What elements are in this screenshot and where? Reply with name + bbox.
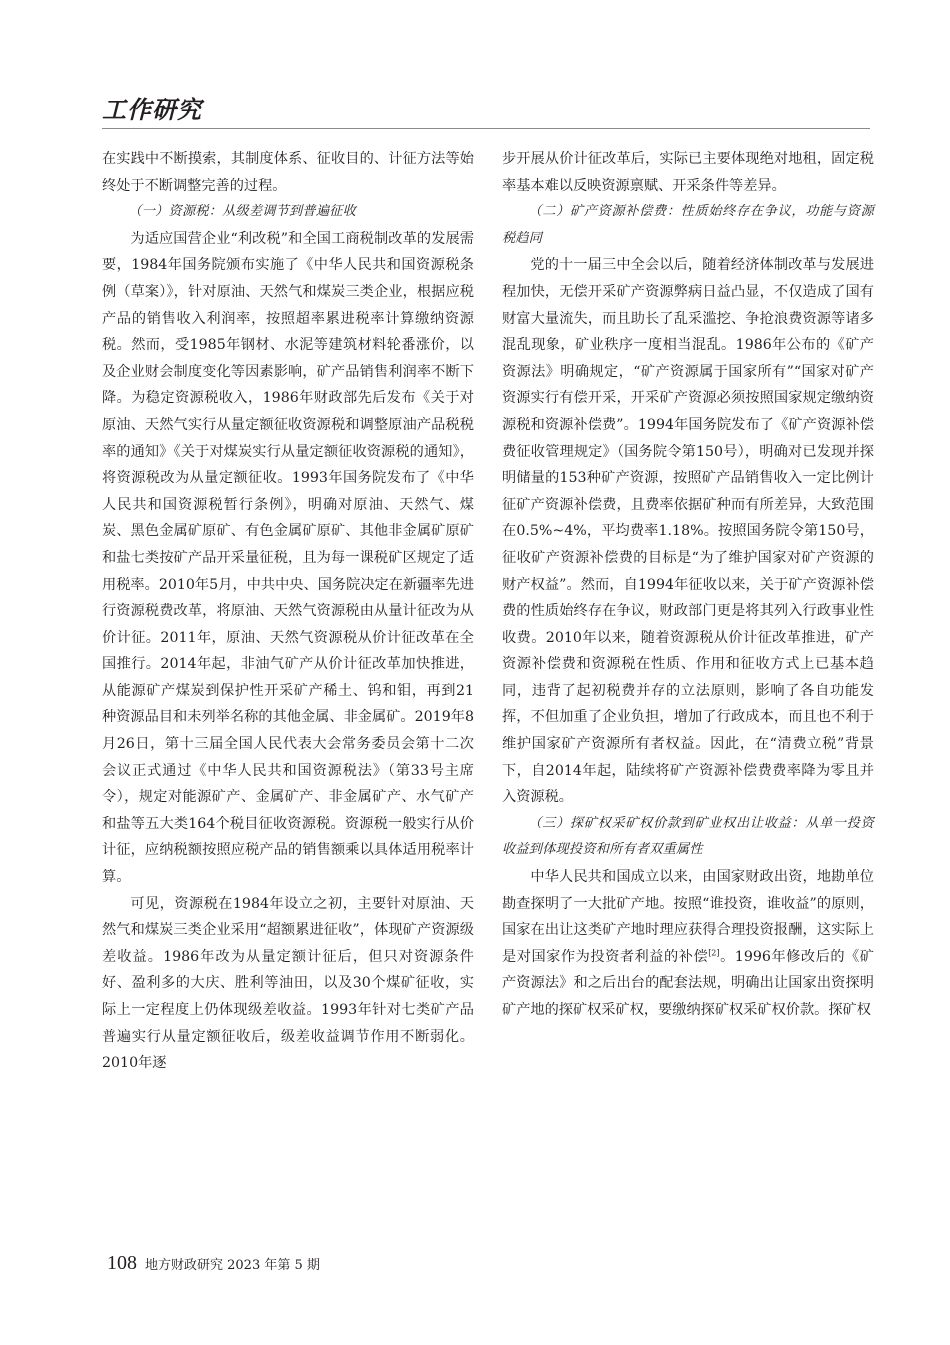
page-number: 108	[107, 1252, 137, 1274]
right-column	[502, 146, 874, 1024]
paragraph	[502, 864, 874, 1024]
paragraph-text: 。1996年修改后的《矿产资源法》和之后出台的配套法规，明确出让国家出资探明矿产地的探矿权采矿权，要缴纳探矿权采矿权价款。探矿权	[502, 948, 874, 1018]
journal-issue: 地方财政研究 2023 年第 5 期	[145, 1258, 320, 1273]
subsection-heading-1: （一）资源税：从级差调节到普遍征收	[128, 204, 356, 220]
header-divider	[102, 128, 870, 129]
paragraph: 为适应国营企业“利改税”和全国工商税制改革的发展需要，1984年国务院颁布实施了《中华人民共和国资源税条例（草案）》，针对原油、天然气和煤炭三类企业，根据应税产品的销售收入利润率，按照超率累进税率计算缴纳资源税。然而，受1985年钢材、水泥等建筑材料轮番涨价，以及企业财会制度变化等因素影响，矿产品销售利润率不断下降。为稳定资源税收入，1986年财政部先后发布《关于对原油、天然气实行从量定额征收资源税和调整原油产品税税率的通知》《关于对煤炭实行从量定额征收资源税的通知》，将资源税改为从量定额征收。1993年国务院发布了《中华人民共和国资源税暂行条例》，明确对原油、天然气、煤炭、黑色金属矿原矿、有色金属矿原矿、其他非金属矿原矿和盐七类按矿产品开采量征税，且为每一课税矿区规定了适用税率。2010年5月，中共中央、国务院决定在新疆率先进行资源税费改革，将原油、天然气资源税由从量计征改为从价计征。2011年，原油、天然气资源税从价计征改革在全国推行。2014年起，非油气矿产从价计征改革加快推进，从能源矿产煤炭到保护性开采矿产稀土、钨和钼，再到21种资源品目和未列举名称的其他金属、非金属矿。2019年8月26日，第十三届全国人民代表大会常务委员会第十二次会议正式通过《中华人民共和国资源税法》（第33号主席令），规定对能源矿产、金属矿产、非金属矿产、水气矿产和盐等五大类164个税目征收资源税。资源税一般实行从价计征，应纳税额按照应税产品的销售额乘以具体适用税率计算。	[102, 230, 474, 886]
left-column	[102, 146, 474, 1077]
paragraph: 可见，资源税在1984年设立之初，主要针对原油、天然气和煤炭三类企业采用“超额累进征收”，体现矿产资源级差收益。1986年改为从量定额计征后，但只对资源条件好、盈利多的大庆、胜利等油田，以及30个煤矿征收，实际上一定程度上仍体现级差收益。1993年针对七类矿产品普遍实行从量定额征收后，级差收益调节作用不断弱化。2010年逐	[102, 895, 474, 1072]
section-header-title: 工作研究	[102, 96, 202, 124]
paragraph: 党的十一届三中全会以后，随着经济体制改革与发展进程加快，无偿开采矿产资源弊病日益凸显，不仅造成了国有财富大量流失，而且助长了乱采滥挖、争抢浪费资源等诸多混乱现象，矿业秩序一度相当混乱。1986年公布的《矿产资源法》明确规定，“矿产资源属于国家所有”“国家对矿产资源实行有偿开采，开采矿产资源必须按照国家规定缴纳资源税和资源补偿费”。1994年国务院发布了《矿产资源补偿费征收管理规定》（国务院令第150号），明确对已发现并探明储量的153种矿产资源，按照矿产品销售收入一定比例计征矿产资源补偿费，且费率依据矿种而有所差异，大致范围在0.5%~4%，平均费率1.18%。按照国务院令第150号，征收矿产资源补偿费的目标是“为了维护国家对矿产资源的财产权益”。然而，自1994年征收以来，关于矿产资源补偿费的性质始终存在争议，财政部门更是将其列入行政事业性收费。2010年以来，随着资源税从价计征改革推进，矿产资源补偿费和资源税在性质、作用和征收方式上已基本趋同，违背了起初税费并存的立法原则，影响了各自功能发挥，不但加重了企业负担，增加了行政成本，而且也不利于维护国家矿产资源所有者权益。因此，在“清费立税”背景下，自2014年起，陆续将矿产资源补偿费费率降为零且并入资源税。	[502, 257, 874, 806]
paragraph: 在实践中不断摸索，其制度体系、征收目的、计征方法等始终处于不断调整完善的过程。	[102, 151, 474, 194]
subsection-heading-3: （三）探矿权采矿权价款到矿业权出让收益：从单一投资收益到体现投资和所有者双重属性	[502, 815, 874, 858]
page-footer	[107, 1252, 320, 1275]
paragraph-text: 中华人民共和国成立以来，由国家财政出资，地勘单位勘查探明了一大批矿产地。按照“谁投资，谁收益”的原则，国家在出让这类矿产地时理应获得合理投资报酬，这实际上是对国家作为投资者利益的补偿	[502, 869, 874, 965]
paragraph: 步开展从价计征改革后，实际已主要体现绝对地租，固定税率基本难以反映资源禀赋、开采条件等差异。	[502, 151, 874, 194]
citation-ref: [2]	[708, 948, 720, 958]
subsection-heading-2: （二）矿产资源补偿费：性质始终存在争议，功能与资源税趋同	[502, 204, 874, 246]
